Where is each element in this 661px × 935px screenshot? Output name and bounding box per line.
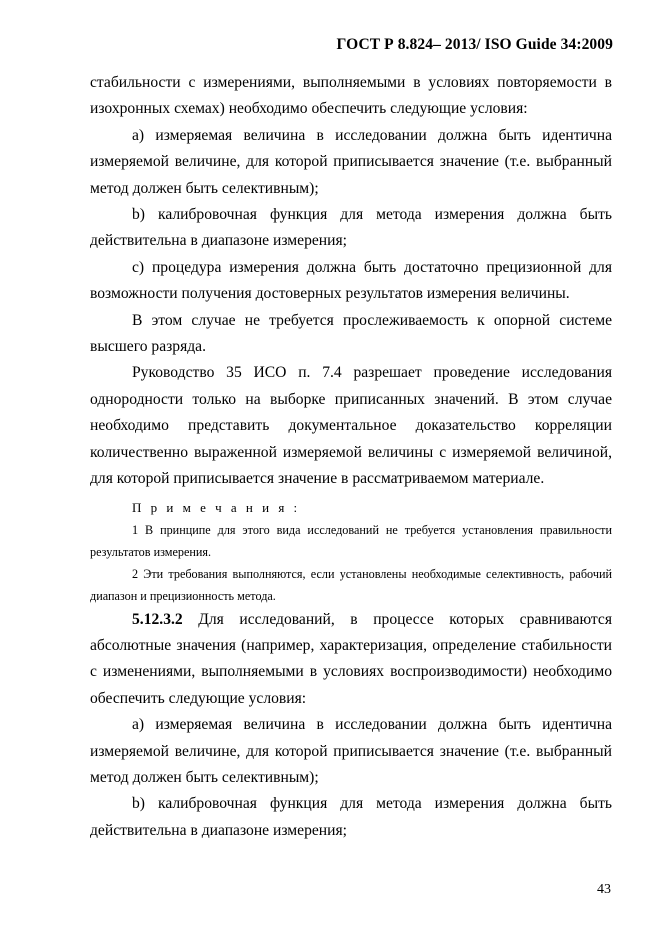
list-item-b: b) калибровочная функция для метода измерения должна быть действительна в диапазоне измерения; bbox=[90, 206, 612, 250]
list-item-b-2: b) калибровочная функция для метода измерения должна быть действительна в диапазоне измерения; bbox=[90, 795, 612, 839]
list-item-a: a) измеряемая величина в исследовании должна быть идентична измеряемой величине, для которой приписывается значение (т.е. выбранный метод должен быть селективным); bbox=[90, 126, 612, 197]
list-item-a-2: a) измеряемая величина в исследовании должна быть идентична измеряемой величине, для которой приписывается значение (т.е. выбранный метод должен быть селективным); bbox=[90, 716, 612, 786]
paragraph-continuation: стабильности с измерениями, выполняемыми в условиях повторяемости в изохронных схемах) необходимо обеспечить следующие условия: bbox=[90, 74, 612, 118]
list-item-c: с) процедура измерения должна быть достаточно прецизионной для возможности получения достоверных результатов измерения величины. bbox=[90, 258, 612, 303]
paragraph-traceability: В этом случае не требуется прослеживаемость к опорной системе высшего разряда. bbox=[90, 311, 612, 356]
note-1: 1 В принципе для этого вида исследований не требуется установления правильности результатов измерения. bbox=[90, 522, 612, 559]
note-2: 2 Эти требования выполняются, если установлены необходимые селективность, рабочий диапазон и прецизионность метода. bbox=[90, 566, 612, 603]
paragraph-guide-35: Руководство 35 ИСО п. 7.4 разрешает проведение исследования однородности только на выборке приписанных значений. В этом случае необходимо представить документальное доказательство корреляции количественно выраженной измеряемой величины с измеряемой величиной, для которой приписывается значение в рассматриваемом материале. bbox=[90, 364, 612, 488]
section-5-12-3-2 bbox=[90, 607, 612, 713]
section-text: Для исследований, в процессе которых сравниваются абсолютные значения (например, характеризация, определение стабильности с изменениями, выполняемыми в условиях воспроизводимости) необходимо обеспечить следующие условия: bbox=[90, 610, 612, 707]
document-body bbox=[90, 70, 612, 844]
page-number: 43 bbox=[597, 882, 611, 897]
section-number: 5.12.3.2 bbox=[132, 610, 183, 628]
document-header: ГОСТ Р 8.824– 2013/ ISO Guide 34:2009 bbox=[336, 36, 613, 53]
notes-title: П р и м е ч а н и я : bbox=[132, 499, 301, 515]
